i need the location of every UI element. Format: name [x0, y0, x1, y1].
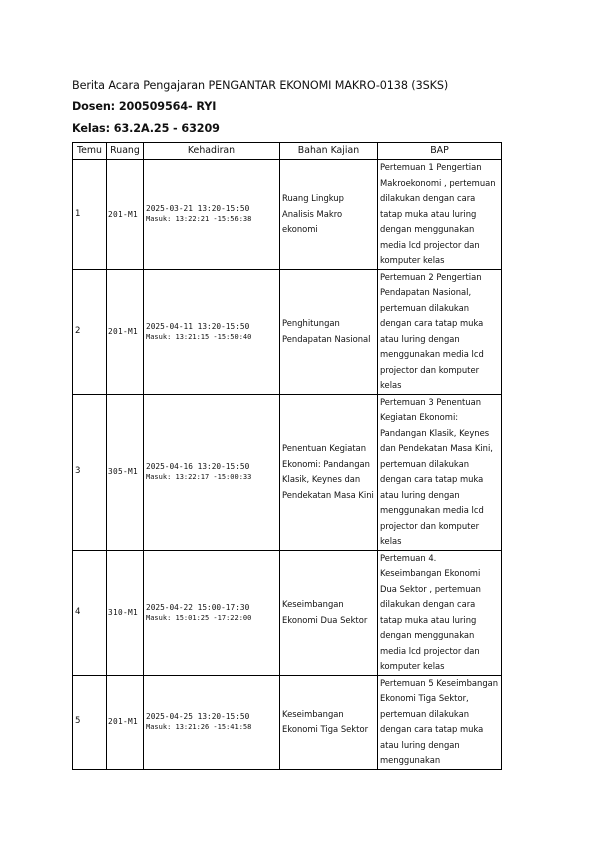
table-row	[73, 550, 502, 675]
attendance-cell	[144, 550, 280, 675]
column-header-bahan-kajian: Bahan Kajian	[280, 143, 378, 160]
lecturer-line	[72, 100, 216, 113]
check-in-time: Masuk: 13:21:15 -15:50:40	[146, 332, 252, 341]
document-title	[72, 79, 448, 92]
room: 305-M1	[107, 394, 144, 550]
title-prefix: Berita Acara Pengajaran	[72, 79, 206, 92]
column-header-bap: BAP	[378, 143, 502, 160]
check-in-time: Masuk: 15:01:25 -17:22:00	[146, 613, 252, 622]
course-name: PENGANTAR EKONOMI MAKRO-0138 (3SKS)	[208, 79, 449, 92]
teaching-report: Pertemuan 5 Keseimbangan Ekonomi Tiga Sektor, pertemuan dilakukan dengan cara tatap muka atau luring dengan menggunakan	[378, 675, 502, 769]
attendance-cell	[144, 394, 280, 550]
table-header-row	[73, 143, 502, 160]
room: 310-M1	[107, 550, 144, 675]
teaching-report: Pertemuan 3 Penentuan Kegiatan Ekonomi: Pandangan Klasik, Keynes dan Pendekatan Masa Kini, pertemuan dilakukan dengan cara tatap muka atau luring dengan menggunakan media lcd projector dan komputer kelas	[378, 394, 502, 550]
check-in-time: Masuk: 13:22:21 -15:56:38	[146, 215, 252, 224]
study-material: Keseimbangan Ekonomi Dua Sektor	[280, 550, 378, 675]
room: 201-M1	[107, 675, 144, 769]
column-header-ruang: Ruang	[107, 143, 144, 160]
teaching-report: Pertemuan 4. Keseimbangan Ekonomi Dua Sektor , pertemuan dilakukan dengan cara tatap muka atau luring dengan menggunakan media lcd projector dan komputer kelas	[378, 550, 502, 675]
schedule-time: 2025-03-21 13:20-15:50	[146, 204, 250, 214]
schedule-time: 2025-04-25 13:20-15:50	[146, 712, 250, 721]
study-material: Ruang Lingkup Analisis Makro ekonomi	[280, 160, 378, 270]
check-in-time: Masuk: 13:21:26 -15:41:58	[146, 723, 252, 731]
table-row	[73, 160, 502, 270]
teaching-report: Pertemuan 2 Pengertian Pendapatan Nasional, pertemuan dilakukan dengan cara tatap muka atau luring dengan menggunakan media lcd projector dan komputer kelas	[378, 269, 502, 394]
table-row	[73, 675, 502, 769]
attendance-table	[72, 142, 502, 770]
meeting-number: 5	[73, 675, 107, 769]
schedule-time: 2025-04-22 15:00-17:30	[146, 602, 250, 612]
meeting-number: 2	[73, 269, 107, 394]
class-text: Kelas: 63.2A.25 - 63209	[72, 122, 220, 135]
schedule-time: 2025-04-11 13:20-15:50	[146, 321, 250, 331]
schedule-time: 2025-04-16 13:20-15:50	[146, 462, 250, 471]
check-in-time: Masuk: 13:22:17 -15:00:33	[146, 473, 252, 481]
meeting-number: 1	[73, 160, 107, 270]
column-header-kehadiran: Kehadiran	[144, 143, 280, 160]
class-line	[72, 122, 220, 135]
attendance-cell	[144, 675, 280, 769]
meeting-number: 3	[73, 394, 107, 550]
column-header-temu: Temu	[73, 143, 107, 160]
study-material: Penghitungan Pendapatan Nasional	[280, 269, 378, 394]
room: 201-M1	[107, 269, 144, 394]
attendance-cell	[144, 160, 280, 270]
room: 201-M1	[107, 160, 144, 270]
meeting-number: 4	[73, 550, 107, 675]
study-material: Keseimbangan Ekonomi Tiga Sektor	[280, 675, 378, 769]
teaching-report: Pertemuan 1 Pengertian Makroekonomi , pertemuan dilakukan dengan cara tatap muka atau luring dengan menggunakan media lcd projector dan komputer kelas	[378, 160, 502, 270]
study-material: Penentuan Kegiatan Ekonomi: Pandangan Klasik, Keynes dan Pendekatan Masa Kini	[280, 394, 378, 550]
table-row	[73, 394, 502, 550]
table-row	[73, 269, 502, 394]
lecturer-text: Dosen: 200509564- RYI	[72, 100, 217, 113]
attendance-cell	[144, 269, 280, 394]
